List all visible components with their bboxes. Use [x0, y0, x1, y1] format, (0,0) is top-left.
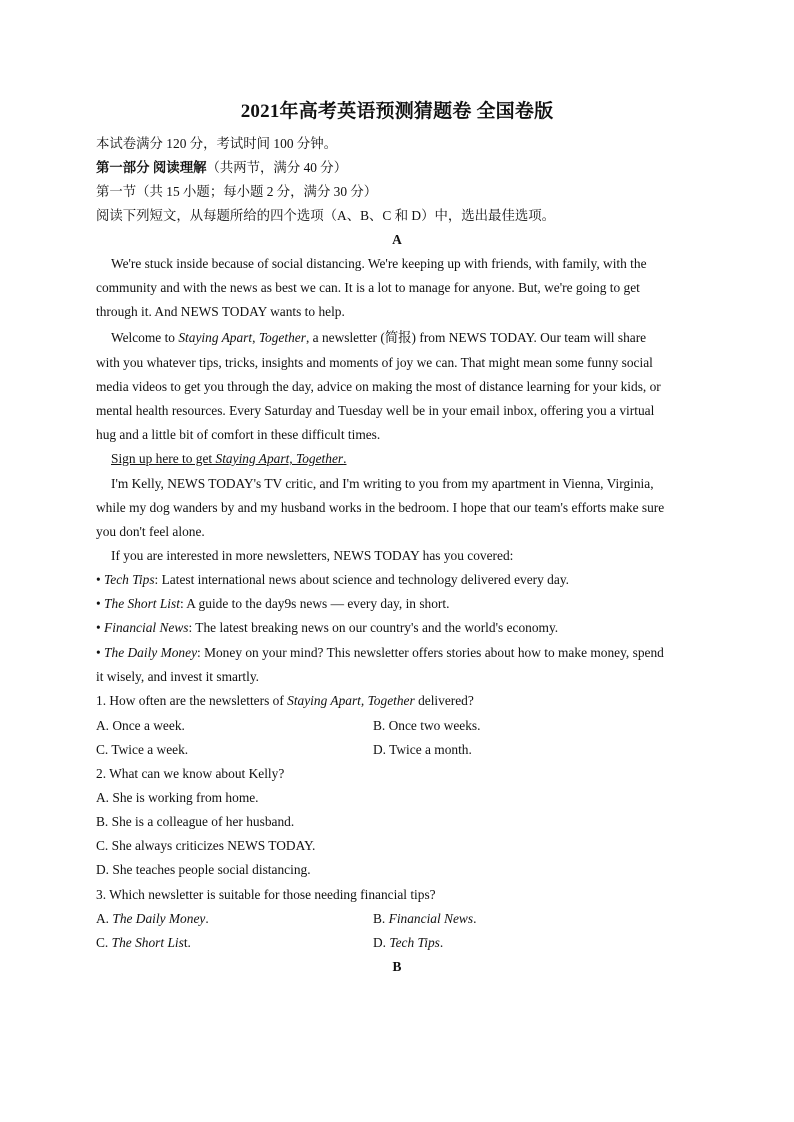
text-span: : The latest breaking news on our country's and the world's economy.	[188, 620, 559, 635]
italic-title: Staying Apart	[178, 330, 253, 345]
passage-line: If you are interested in more newsletters, NEWS TODAY has you covered:	[111, 548, 514, 563]
bullet-item: • The Daily Money: Money on your mind? This newsletter offers stories about how to make money, spend	[96, 645, 664, 660]
option: B. She is a colleague of her husband.	[96, 814, 295, 829]
text-span: : Latest international news about science and technology delivered every day.	[154, 572, 569, 587]
section-heading: 第一节（共 15 小题；每小题 2 分，满分 30 分）	[96, 184, 378, 199]
passage-heading-b: B	[392, 959, 402, 974]
text-span: .	[439, 935, 444, 950]
option	[373, 935, 443, 951]
text-span: .	[473, 911, 477, 926]
option	[96, 935, 191, 951]
signup-link[interactable]	[111, 451, 346, 467]
italic-title: The Short List	[104, 596, 180, 611]
italic-title: The Daily Money	[104, 645, 198, 660]
text-span: A.	[96, 911, 113, 926]
question-1	[96, 693, 474, 709]
passage-line: We're stuck inside because of social distancing. We're keeping up with friends, with family, with the	[111, 256, 647, 271]
italic-title: Tech Tips	[389, 935, 440, 950]
text-span: , a newsletter (简报) from NEWS TODAY. Our team will share	[305, 330, 647, 345]
text-span: B.	[373, 911, 389, 926]
text-span: C.	[96, 935, 112, 950]
italic-title: Tech Tips	[104, 572, 155, 587]
text-span: .	[343, 451, 347, 466]
passage-line: it wisely, and invest it smartly.	[96, 669, 260, 684]
option: A. She is working from home.	[96, 790, 259, 805]
italic-title: Staying Apart, Together	[215, 451, 344, 466]
passage-line	[111, 330, 646, 346]
passage-heading-a: A	[392, 232, 402, 247]
text-span: delivered?	[414, 693, 474, 708]
question-2: 2. What can we know about Kelly?	[96, 766, 285, 781]
italic-title: The Daily Money	[112, 911, 206, 926]
part-heading	[96, 160, 347, 176]
text-span: : Money on your mind? This newsletter offers stories about how to make money, spend	[197, 645, 664, 660]
option: C. She always criticizes NEWS TODAY.	[96, 838, 316, 853]
passage-line: through it. And NEWS TODAY wants to help.	[96, 304, 345, 319]
intro-line: 本试卷满分 120 分，考试时间 100 分钟。	[96, 136, 338, 151]
text-span: Welcome to	[111, 330, 179, 345]
option: B. Once two weeks.	[373, 718, 481, 733]
italic-title: Financial News	[388, 911, 474, 926]
option: C. Twice a week.	[96, 742, 189, 757]
text-span: ,	[252, 330, 259, 345]
text-span: Sign up here to get	[111, 451, 216, 466]
option	[96, 911, 209, 927]
text-span: : A guide to the day9s news — every day, in short.	[179, 596, 450, 611]
page-title: 2021年高考英语预测猜题卷 全国卷版	[240, 101, 554, 122]
part-heading-bold: 第一部分 阅读理解	[96, 160, 207, 175]
italic-title: Financial News	[104, 620, 189, 635]
text-span: .	[205, 911, 209, 926]
passage-line: hug and a little bit of comfort in these difficult times.	[96, 427, 381, 442]
italic-title: The Short Lis	[111, 935, 184, 950]
bullet-item: • Tech Tips: Latest international news about science and technology delivered every day.	[96, 572, 569, 587]
italic-title: Staying Apart, Together	[287, 693, 415, 708]
text-span: 1. How often are the newsletters of	[96, 693, 288, 708]
option: D. She teaches people social distancing.	[96, 862, 311, 877]
option: D. Twice a month.	[373, 742, 472, 757]
passage-line: while my dog wanders by and my husband works in the bedroom. I hope that our team's efforts make sure	[96, 500, 665, 515]
text-span: D.	[373, 935, 390, 950]
bullet-item: • The Short List: A guide to the day9s news — every day, in short.	[96, 596, 450, 611]
passage-line: with you whatever tips, tricks, insights and moments of joy we can. That might mean some funny social	[96, 355, 653, 370]
passage-line: community and with the news as best we can. It is a lot to manage for anyone. But, we're going to get	[96, 280, 640, 295]
passage-line: mental health resources. Every Saturday and Tuesday well be in your email inbox, offering you a virtual	[96, 403, 655, 418]
instructions: 阅读下列短文，从每题所给的四个选项（A、B、C 和 D）中，选出最佳选项。	[96, 208, 556, 223]
question-3: 3. Which newsletter is suitable for those needing financial tips?	[96, 887, 436, 902]
bullet-item: • Financial News: The latest breaking news on our country's and the world's economy.	[96, 620, 559, 635]
passage-line: media videos to get you through the day, advice on making the most of distance learning for your kids, or	[96, 379, 661, 394]
option: A. Once a week.	[96, 718, 185, 733]
italic-title: Together	[258, 330, 306, 345]
text-span: t.	[183, 935, 191, 950]
passage-line: you don't feel alone.	[96, 524, 205, 539]
part-heading-rest: （共两节，满分 40 分）	[206, 160, 348, 175]
option	[373, 911, 476, 927]
passage-line: I'm Kelly, NEWS TODAY's TV critic, and I'm writing to you from my apartment in Vienna, Virginia,	[111, 476, 654, 491]
